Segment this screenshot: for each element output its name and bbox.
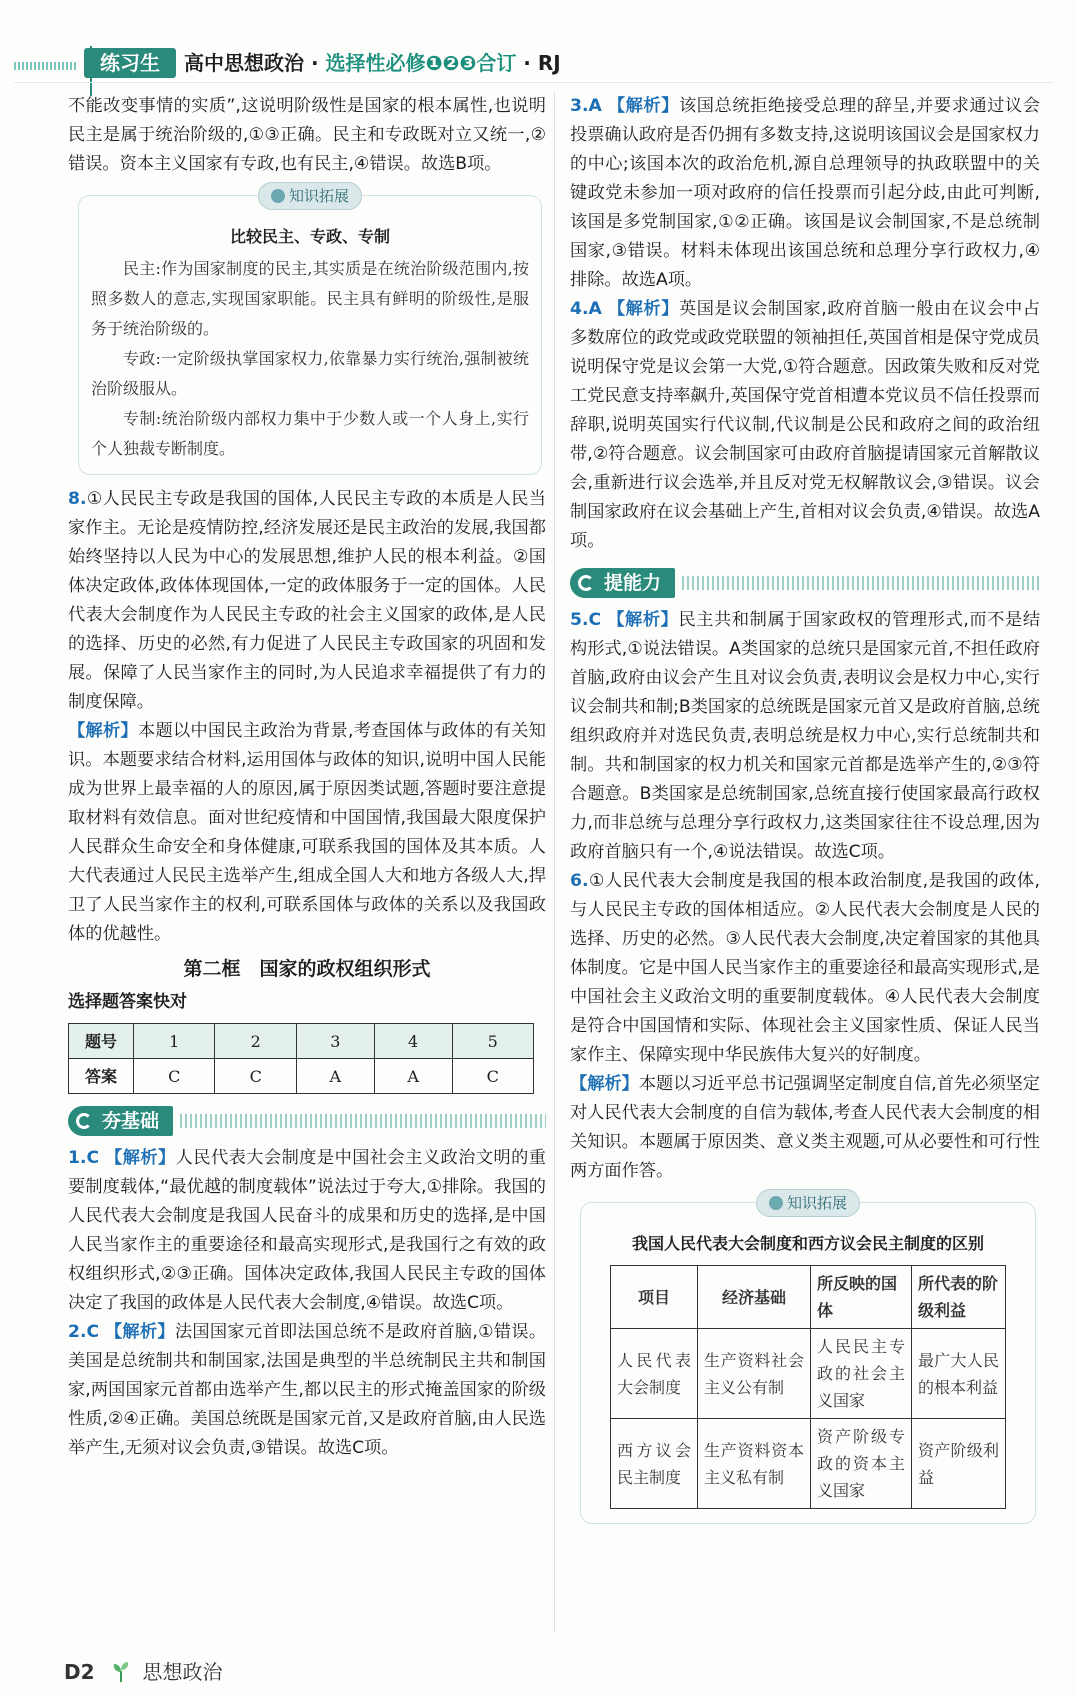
- page-header: [14, 46, 614, 82]
- knowledge-dictatorship: 专政:一定阶级执掌国家权力,依靠暴力实行统治,强制被统治阶级服从。: [91, 349, 529, 398]
- question-4-text: 英国是议会制国家,政府首脑一般由在议会中占多数席位的政党或政党联盟的领袖担任,英国首相是保守党成员说明保守党是议会第一大党,①符合题意。因政策失败和反对党工党民意支持率飙升,英国保守党首相遭本党议员不信任投票而辞职,说明英国实行代议制,代议制是公民和政府之间的政治纽带,②符合题意。议会制国家可由政府首脑提请国家元首解散议会,重新进行议会选举,并且反对党无权解散议会,③错误。议会制国家政府在议会基础上产生,首相对议会负责,④错误。故选A项。: [570, 299, 1040, 551]
- section-bar-ability: [570, 566, 1040, 600]
- comparison-table: [610, 1265, 1006, 1509]
- left-column: [68, 92, 546, 1463]
- page-footer: [64, 1656, 222, 1685]
- answers-title: 选择题答案快对: [68, 992, 187, 1012]
- section-label-text: 夯基础: [102, 1110, 160, 1132]
- knowledge-tag: [756, 1189, 860, 1217]
- comparison-cell: 生产资料资本主义私有制: [698, 1419, 811, 1509]
- question-8-analysis-text: 本题以中国民主政治为背景,考查国体与政体的有关知识。本题要求结合材料,运用国体与政体的知识,说明中国人民能成为世界上最幸福的人的原因,属于原因类试题,答题时要注意提取材料有效信息。面对世纪疫情和中国国情,我国最大限度保护人民群众生命安全和身体健康,可联系我国的国体及其本质。人大代表通过人民民主选举产生,组成全国人大和地方各级人大,捍卫了人民当家作主的权利,可联系国体与政体的关系以及我国政体的优越性。: [68, 721, 546, 944]
- question-8-analysis: [68, 717, 546, 949]
- answer-number: 4: [374, 1024, 452, 1059]
- analysis-tag: 【解析】: [104, 1322, 175, 1342]
- question-5-number: 5.C: [570, 610, 602, 630]
- book-title-edition: · RJ: [516, 51, 561, 75]
- answer-value: A: [296, 1059, 374, 1094]
- answer-value: C: [452, 1059, 534, 1094]
- comparison-row: [611, 1419, 1006, 1509]
- question-6-answer: [570, 867, 1040, 1070]
- right-column: [570, 92, 1040, 1534]
- series-badge: 练习生: [84, 48, 176, 78]
- comparison-cell: 西方议会民主制度: [611, 1419, 698, 1509]
- comparison-title: 我国人民代表大会制度和西方议会民主制度的区别: [631, 1234, 984, 1253]
- swirl-icon: [76, 1113, 92, 1129]
- knowledge-title: 比较民主、专政、专制: [229, 227, 390, 246]
- section-label-ability: [570, 568, 675, 598]
- answer-number: 5: [452, 1024, 534, 1059]
- comparison-header-row: [611, 1266, 1006, 1329]
- book-title-volume: 选择性必修❶❷❸合订: [325, 51, 517, 75]
- answer-number: 3: [296, 1024, 374, 1059]
- section-label-text: 提能力: [604, 572, 662, 594]
- sprout-icon: [112, 1661, 130, 1683]
- answer-table: [68, 1023, 534, 1094]
- analysis-tag: 【解析】: [68, 721, 139, 741]
- subject-name: 思想政治: [142, 1660, 223, 1684]
- answer-number: 1: [134, 1024, 215, 1059]
- question-4-answer: [570, 295, 1040, 556]
- question-1-number: 1.C: [68, 1148, 100, 1168]
- comparison-header: 项目: [611, 1266, 698, 1329]
- section-label-base: [68, 1106, 173, 1136]
- question-6-text: ①人民代表大会制度是我国的根本政治制度,是我国的政体,与人民民主专政的国体相适应。②人民代表大会制度是人民的选择、历史的必然。③人民代表大会制度,决定着国家的其他具体制度。它是中国人民当家作主的重要途径和最高实现形式,是中国社会主义政治文明的重要制度载体。④人民代表大会制度是符合中国国情和实际、体现社会主义国家性质、保证人民当家作主、保障实现中华民族伟大复兴的好制度。: [570, 871, 1040, 1065]
- question-3-number: 3.A: [570, 96, 602, 116]
- knowledge-tag: [258, 182, 362, 210]
- answer-value: C: [134, 1059, 215, 1094]
- question-6-analysis: [570, 1070, 1040, 1186]
- question-2-text: 法国国家元首即法国总统不是政府首脑,①错误。美国是总统制共和制国家,法国是典型的半总统制民主共和制国家,两国国家元首都由选举产生,都以民主的形式掩盖国家的阶级性质,②④正确。美国总统既是国家元首,又是政府首脑,由人民选举产生,无须对议会负责,③错误。故选C项。: [68, 1322, 547, 1458]
- comparison-header: 经济基础: [698, 1266, 811, 1329]
- comparison-cell: 最广大人民的根本利益: [912, 1329, 1006, 1419]
- question-4-number: 4.A: [570, 299, 602, 319]
- question-8-text: ①人民民主专政是我国的国体,人民民主专政的本质是人民当家作主。无论是疫情防控,经济发展还是民主政治的发展,我国都始终坚持以人民为中心的发展思想,维护人民的根本利益。②国体决定政体,政体体现国体,一定的政体服务于一定的国体。人民代表大会制度作为人民民主专政的社会主义国家的政体,是人民的选择、历史的必然,有力促进了人民民主专政国家的巩固和发展。保障了人民当家作主的同时,为人民追求幸福提供了有力的制度保障。: [68, 489, 546, 712]
- question-6-analysis-text: 本题以习近平总书记强调坚定制度自信,首先必须坚定对人民代表大会制度的自信为载体,考查人民代表大会制度的相关知识。本题属于原因类、意义类主观题,可从必要性和可行性两方面作答。: [570, 1074, 1040, 1181]
- knowledge-tag-label: 知识拓展: [288, 187, 350, 205]
- book-title: [184, 50, 561, 76]
- column-divider: [554, 92, 555, 1632]
- section-title: 第二框 国家的政权组织形式: [183, 958, 431, 980]
- header-rule: [14, 82, 1054, 83]
- header-stripes: [14, 62, 78, 70]
- knowledge-box-2: [580, 1194, 1036, 1524]
- analysis-tag: 【解析】: [105, 1148, 176, 1168]
- book-title-main: 高中思想政治 ·: [184, 51, 326, 75]
- section-stripes: [682, 576, 1040, 590]
- answer-value: A: [374, 1059, 452, 1094]
- section-stripes: [180, 1114, 546, 1128]
- answer-value: C: [215, 1059, 296, 1094]
- comparison-cell: 资产阶级专政的资本主义国家: [811, 1419, 912, 1509]
- question-2-number: 2.C: [68, 1322, 100, 1342]
- comparison-header: 所反映的国体: [811, 1266, 912, 1329]
- comparison-header: 所代表的阶级利益: [912, 1266, 1006, 1329]
- answer-table-head: 题号: [69, 1024, 134, 1059]
- knowledge-tag-label: 知识拓展: [786, 1194, 848, 1212]
- knowledge-autocracy: 专制:统治阶级内部权力集中于少数人或一个人身上,实行个人独裁专断制度。: [91, 409, 529, 458]
- question-8-answer: [68, 485, 546, 717]
- swirl-icon: [578, 575, 594, 591]
- analysis-tag: 【解析】: [607, 96, 679, 116]
- question-1-answer: [68, 1144, 546, 1318]
- comparison-cell: 人民民主专政的社会主义国家: [811, 1329, 912, 1419]
- comparison-cell: 生产资料社会主义公有制: [698, 1329, 811, 1419]
- bulb-icon: [769, 1196, 783, 1210]
- question-5-text: 民主共和制属于国家政权的管理形式,而不是结构形式,①说法错误。A类国家的总统只是国家元首,不担任政府首脑,政府由议会产生且对议会负责,表明议会是权力中心,实行议会制共和制;B类国家的总统既是国家元首又是政府首脑,总统组织政府并对选民负责,表明总统是权力中心,实行总统制共和制。共和制国家的权力机关和国家元首都是选举产生的,②③符合题意。B类国家是总统制国家,总统直接行使国家最高行政权力,而非总统与总理分享行政权力,这类国家往往不设总理,因为政府首脑只有一个,④说法错误。故选C项。: [570, 610, 1041, 862]
- knowledge-box-1: [78, 187, 542, 475]
- analysis-tag: 【解析】: [570, 1074, 639, 1094]
- question-2-answer: [68, 1318, 546, 1463]
- question-6-number: 6.: [570, 871, 589, 891]
- question-1-text: 人民代表大会制度是中国社会主义政治文明的重要制度载体,“最优越的制度载体”说法过于夸大,①排除。我国的人民代表大会制度是我国人民奋斗的成果和历史的选择,是中国人民当家作主的重要途径和最高实现形式,是我国行之有效的政权组织形式,②③正确。国体决定政体,我国人民民主专政的国体决定了我国的政体是人民代表大会制度,④错误。故选C项。: [68, 1148, 546, 1313]
- comparison-row: [611, 1329, 1006, 1419]
- comparison-cell: 人民代表大会制度: [611, 1329, 698, 1419]
- answer-table-head: 答案: [69, 1059, 134, 1094]
- question-3-answer: [570, 92, 1040, 295]
- comparison-cell: 资产阶级利益: [912, 1419, 1006, 1509]
- answer-number: 2: [215, 1024, 296, 1059]
- analysis-tag: 【解析】: [607, 299, 679, 319]
- question-5-answer: [570, 606, 1040, 867]
- section-bar-base: [68, 1104, 546, 1138]
- analysis-tag: 【解析】: [607, 610, 679, 630]
- page-number: D2: [64, 1660, 95, 1684]
- knowledge-democracy: 民主:作为国家制度的民主,其实质是在统治阶级范围内,按照多数人的意志,实现国家职能。民主具有鲜明的阶级性,是服务于统治阶级的。: [91, 259, 529, 338]
- answer-table-row: [69, 1024, 534, 1059]
- intro-paragraph: 不能改变事情的实质”,这说明阶级性是国家的根本属性,也说明民主是属于统治阶级的,①③正确。民主和专政既对立又统一,②错误。资本主义国家有专政,也有民主,④错误。故选B项。: [68, 96, 546, 174]
- question-3-text: 该国总统拒绝接受总理的辞呈,并要求通过议会投票确认政府是否仍拥有多数支持,这说明该国议会是国家权力的中心;该国本次的政治危机,源自总理领导的执政联盟中的关键政党未参加一项对政府的信任投票而引起分歧,由此可判断,该国是多党制国家,①②正确。该国是议会制国家,不是总统制国家,③错误。材料未体现出该国总统和总理分享行政权力,④排除。故选A项。: [570, 96, 1040, 290]
- question-8-number: 8.: [68, 489, 87, 509]
- bulb-icon: [271, 189, 285, 203]
- answer-table-row: [69, 1059, 534, 1094]
